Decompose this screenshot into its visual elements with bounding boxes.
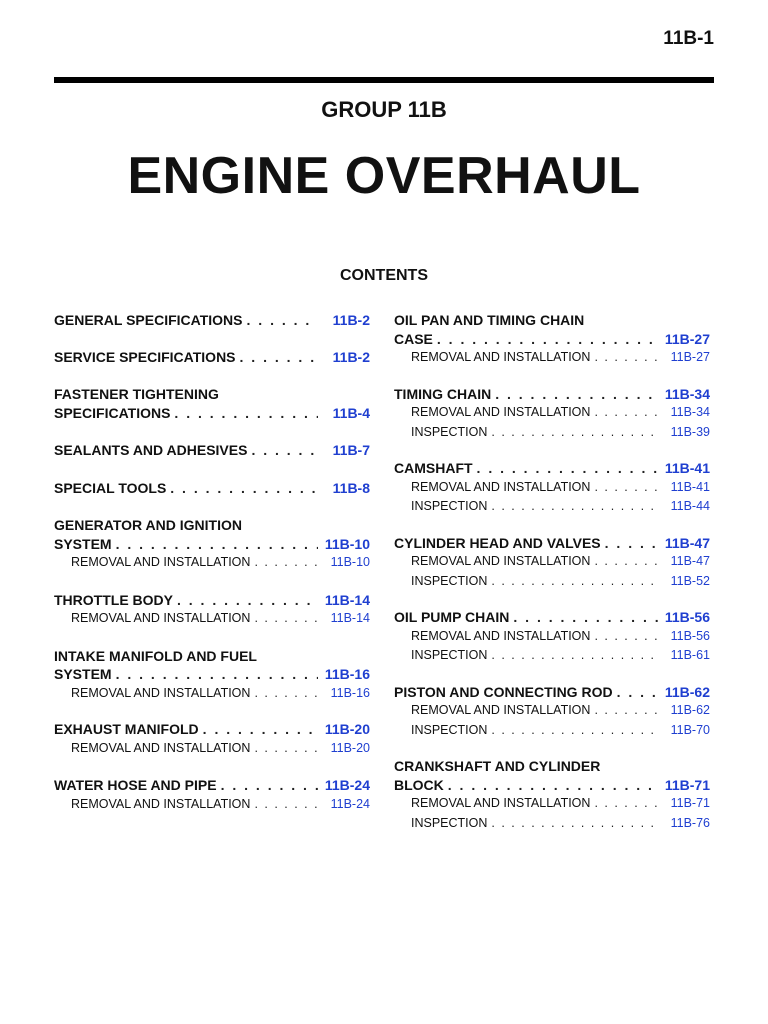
leader-dots xyxy=(605,534,658,553)
toc-entry[interactable] xyxy=(54,665,370,684)
toc-entry-label: GENERAL SPECIFICATIONS xyxy=(54,312,243,328)
toc-entry[interactable] xyxy=(54,404,370,423)
leader-dots xyxy=(437,330,658,349)
toc-entry-label: INTAKE MANIFOLD AND FUEL xyxy=(54,647,257,664)
toc-subentry-label: REMOVAL AND INSTALLATION xyxy=(411,554,591,568)
toc-subentry-label: REMOVAL AND INSTALLATION xyxy=(411,350,591,364)
toc-subentry[interactable] xyxy=(394,814,710,834)
toc-entry-label: CASE xyxy=(394,330,433,347)
toc-entry-label: OIL PAN AND TIMING CHAIN xyxy=(394,312,585,328)
toc-entry-label: CRANKSHAFT AND CYLINDER xyxy=(394,758,601,774)
leader-dots xyxy=(177,591,318,610)
leader-dots xyxy=(491,721,658,741)
group-label: GROUP 11B xyxy=(321,97,447,122)
toc-camshaft xyxy=(394,459,710,517)
leader-dots xyxy=(254,609,318,629)
leader-dots xyxy=(477,459,658,478)
toc-entry[interactable] xyxy=(54,348,370,367)
page-number: 11B-1 xyxy=(663,28,714,49)
toc-subentry[interactable] xyxy=(54,795,370,815)
toc-subentry[interactable] xyxy=(394,403,710,423)
toc-general-specifications xyxy=(54,311,370,330)
toc-subentry[interactable] xyxy=(54,739,370,759)
toc-subentry[interactable] xyxy=(394,423,710,443)
toc-entry-label: PISTON AND CONNECTING ROD xyxy=(394,683,613,700)
toc-page-link[interactable]: 11B-62 xyxy=(670,703,710,717)
leader-dots xyxy=(495,385,658,404)
toc-entry[interactable] xyxy=(394,608,710,627)
toc-subentry[interactable] xyxy=(394,646,710,666)
toc-subentry-label: REMOVAL AND INSTALLATION xyxy=(411,796,591,810)
leader-dots xyxy=(247,311,318,330)
toc-page-link[interactable]: 11B-44 xyxy=(670,499,710,513)
toc-entry-label: GENERATOR AND IGNITION xyxy=(54,517,242,533)
toc-subentry[interactable] xyxy=(394,701,710,721)
toc-entry[interactable] xyxy=(394,534,710,553)
toc-fastener-tightening xyxy=(54,385,370,422)
toc-oil-pump xyxy=(394,608,710,666)
toc-page-link[interactable]: 11B-71 xyxy=(670,796,710,810)
toc-page-link[interactable]: 11B-70 xyxy=(670,722,710,737)
leader-dots xyxy=(254,684,318,704)
toc-entry[interactable] xyxy=(394,385,710,404)
toc-page-link[interactable]: 11B-39 xyxy=(670,424,710,439)
toc-subentry[interactable] xyxy=(394,552,710,572)
toc-entry[interactable] xyxy=(394,776,710,795)
toc-oil-pan xyxy=(394,311,710,368)
leader-dots xyxy=(594,478,658,498)
toc-page-link[interactable]: 11B-56 xyxy=(664,609,710,625)
toc-intake-manifold xyxy=(54,647,370,704)
leader-dots xyxy=(491,423,658,443)
toc-entry[interactable] xyxy=(54,441,370,460)
toc-entry-label: EXHAUST MANIFOLD xyxy=(54,721,199,737)
leader-dots xyxy=(448,776,658,795)
leader-dots xyxy=(203,720,318,739)
leader-dots xyxy=(254,553,318,573)
toc-page-link[interactable]: 11B-47 xyxy=(670,554,710,568)
toc-entry-label: SERVICE SPECIFICATIONS xyxy=(54,348,236,365)
toc-page-link[interactable]: 11B-10 xyxy=(324,535,370,552)
toc-page-link[interactable]: 11B-2 xyxy=(332,312,370,328)
toc-entry[interactable] xyxy=(394,330,710,349)
toc-entry-label: SPECIFICATIONS xyxy=(54,404,171,421)
toc-page-link[interactable]: 11B-27 xyxy=(670,350,710,364)
toc-entry-label: TIMING CHAIN xyxy=(394,385,492,402)
toc-entry-label: OIL PUMP CHAIN xyxy=(394,609,510,625)
leader-dots xyxy=(174,404,318,423)
toc-page-link[interactable]: 11B-41 xyxy=(664,460,710,476)
contents-heading: CONTENTS xyxy=(340,267,428,284)
toc-throttle-body xyxy=(54,591,370,629)
toc-entry-label: WATER HOSE AND PIPE xyxy=(54,777,217,793)
toc-subentry-label: INSPECTION xyxy=(411,815,488,830)
toc-page-link[interactable]: 11B-24 xyxy=(330,796,370,811)
toc-subentry-label: REMOVAL AND INSTALLATION xyxy=(71,555,251,569)
toc-page-link[interactable]: 11B-61 xyxy=(670,648,710,662)
leader-dots xyxy=(251,441,318,460)
leader-dots xyxy=(513,608,658,627)
leader-dots xyxy=(170,479,318,498)
toc-crankshaft xyxy=(394,757,710,833)
leader-dots xyxy=(491,572,658,592)
toc-subentry-label: REMOVAL AND INSTALLATION xyxy=(71,685,251,700)
toc-water-hose xyxy=(54,776,370,814)
toc-generator xyxy=(54,516,370,573)
toc-entry-label: CYLINDER HEAD AND VALVES xyxy=(394,534,601,551)
toc-subentry-label: INSPECTION xyxy=(411,573,488,588)
toc-subentry-label: INSPECTION xyxy=(411,499,488,513)
toc-entry-label: SYSTEM xyxy=(54,535,112,552)
toc-entry[interactable] xyxy=(54,776,370,795)
leader-dots xyxy=(594,701,658,721)
page-title: ENGINE OVERHAUL xyxy=(127,147,641,205)
toc-entry[interactable] xyxy=(54,535,370,554)
toc-subentry[interactable] xyxy=(394,721,710,741)
toc-page-link[interactable]: 11B-16 xyxy=(330,685,370,700)
toc-timing-chain xyxy=(394,385,710,443)
leader-dots xyxy=(594,552,658,572)
toc-exhaust-manifold xyxy=(54,720,370,758)
toc-subentry[interactable] xyxy=(54,609,370,629)
toc-page-link[interactable]: 11B-10 xyxy=(330,555,370,569)
toc-subentry[interactable] xyxy=(394,348,710,368)
toc-service-specifications xyxy=(54,348,370,367)
toc-subentry-label: INSPECTION xyxy=(411,424,488,439)
toc-page-link[interactable]: 11B-47 xyxy=(664,534,710,551)
toc-page-link[interactable]: 11B-24 xyxy=(324,777,370,793)
toc-subentry[interactable] xyxy=(54,684,370,704)
toc-page-link[interactable]: 11B-14 xyxy=(330,611,370,625)
leader-dots xyxy=(491,646,658,666)
toc-entry-label: BLOCK xyxy=(394,776,444,793)
leader-dots xyxy=(116,665,318,684)
toc-subentry-label: REMOVAL AND INSTALLATION xyxy=(411,479,591,494)
toc-entry-label: CAMSHAFT xyxy=(394,460,473,476)
leader-dots xyxy=(617,683,658,702)
toc-page-link[interactable]: 11B-7 xyxy=(332,442,370,458)
leader-dots xyxy=(221,776,318,795)
toc-entry[interactable] xyxy=(54,720,370,739)
toc-page-link[interactable]: 11B-34 xyxy=(664,385,710,402)
leader-dots xyxy=(594,403,658,423)
leader-dots xyxy=(254,795,318,815)
toc-entry[interactable] xyxy=(54,479,370,498)
toc-subentry-label: INSPECTION xyxy=(411,648,488,662)
header-rule xyxy=(54,77,714,83)
toc-page-link[interactable]: 11B-71 xyxy=(664,776,710,793)
toc-entry-label: SPECIAL TOOLS xyxy=(54,479,167,496)
toc-entry[interactable] xyxy=(394,683,710,702)
toc-page-link[interactable]: 11B-62 xyxy=(664,683,710,700)
toc-subentry-label: REMOVAL AND INSTALLATION xyxy=(71,740,251,755)
toc-subentry[interactable] xyxy=(394,478,710,498)
toc-subentry[interactable] xyxy=(54,553,370,573)
toc-cylinder-head xyxy=(394,534,710,592)
toc-entry[interactable] xyxy=(54,311,370,330)
toc-left-column xyxy=(54,311,370,814)
toc-subentry[interactable] xyxy=(394,572,710,592)
toc-entry-label: THROTTLE BODY xyxy=(54,591,173,608)
toc-page-link[interactable]: 11B-27 xyxy=(664,330,710,347)
toc-subentry[interactable] xyxy=(394,627,710,647)
toc-page-link[interactable]: 11B-56 xyxy=(670,628,710,643)
toc-page-link[interactable]: 11B-41 xyxy=(670,479,710,494)
toc-entry-label: FASTENER TIGHTENING xyxy=(54,386,219,402)
leader-dots xyxy=(594,794,658,814)
toc-page-link[interactable]: 11B-8 xyxy=(332,479,370,496)
toc-subentry-label: REMOVAL AND INSTALLATION xyxy=(411,703,591,717)
toc-page-link[interactable]: 11B-16 xyxy=(324,666,370,682)
leader-dots xyxy=(594,348,658,368)
toc-special-tools xyxy=(54,479,370,498)
toc-entry-label: SEALANTS AND ADHESIVES xyxy=(54,442,248,458)
toc-page-link[interactable]: 11B-76 xyxy=(670,815,710,830)
leader-dots xyxy=(491,497,658,517)
toc-right-column xyxy=(394,311,710,833)
toc-entry[interactable] xyxy=(54,591,370,610)
toc-page-link[interactable]: 11B-14 xyxy=(324,591,370,608)
toc-page-link[interactable]: 11B-20 xyxy=(330,740,370,755)
toc-entry-label: SYSTEM xyxy=(54,666,112,682)
toc-subentry-label: REMOVAL AND INSTALLATION xyxy=(71,611,251,625)
toc-subentry-label: REMOVAL AND INSTALLATION xyxy=(71,796,251,811)
toc-subentry-label: INSPECTION xyxy=(411,722,488,737)
toc-page-link[interactable]: 11B-52 xyxy=(670,573,710,588)
toc-subentry[interactable] xyxy=(394,497,710,517)
toc-page-link[interactable]: 11B-2 xyxy=(332,348,370,365)
toc-subentry-label: REMOVAL AND INSTALLATION xyxy=(411,405,591,419)
leader-dots xyxy=(491,814,658,834)
leader-dots xyxy=(594,627,658,647)
toc-subentry-label: REMOVAL AND INSTALLATION xyxy=(411,628,591,643)
leader-dots xyxy=(116,535,318,554)
toc-piston xyxy=(394,683,710,741)
toc-entry[interactable] xyxy=(394,459,710,478)
toc-page-link[interactable]: 11B-20 xyxy=(324,721,370,737)
toc-page-link[interactable]: 11B-34 xyxy=(670,405,710,419)
leader-dots xyxy=(240,348,318,367)
toc-page-link[interactable]: 11B-4 xyxy=(332,404,370,421)
leader-dots xyxy=(254,739,318,759)
toc-sealants xyxy=(54,441,370,460)
toc-subentry[interactable] xyxy=(394,794,710,814)
